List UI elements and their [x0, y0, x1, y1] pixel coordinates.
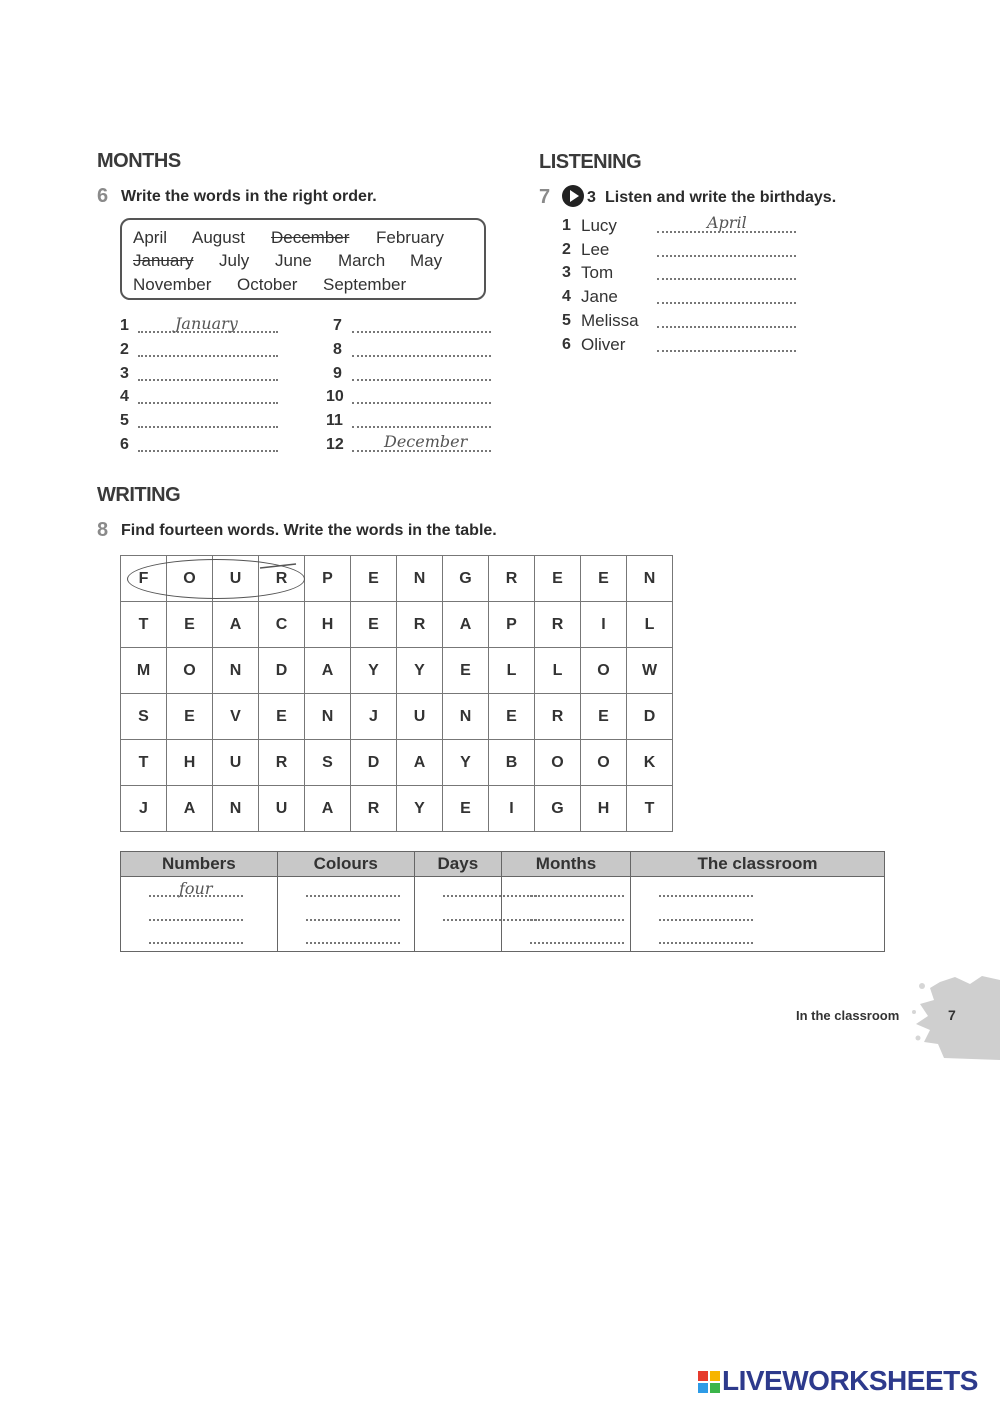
numbers-cell: [121, 877, 278, 952]
grid-cell[interactable]: R: [489, 556, 535, 602]
grid-cell[interactable]: L: [627, 602, 673, 648]
grid-cell[interactable]: D: [627, 694, 673, 740]
grid-cell[interactable]: M: [121, 648, 167, 694]
answer-line-8[interactable]: [352, 355, 491, 357]
word-box-item-crossed: January: [133, 251, 194, 270]
classroom-cell: [630, 877, 884, 952]
numbers-answer-1[interactable]: four: [179, 879, 213, 898]
circle-tail: [258, 557, 298, 565]
grid-cell[interactable]: Y: [397, 648, 443, 694]
answer-number: 10: [326, 388, 344, 405]
answer-line-4[interactable]: [138, 402, 278, 404]
grid-cell[interactable]: E: [535, 556, 581, 602]
word-box-item: September: [323, 275, 407, 294]
grid-cell[interactable]: E: [581, 556, 627, 602]
answer-line[interactable]: [530, 895, 624, 897]
exercise-7-instruction: Listen and write the birthdays.: [605, 189, 837, 206]
birthday-line-4[interactable]: [657, 302, 796, 304]
grid-cell[interactable]: E: [581, 694, 627, 740]
word-box-item: August: [192, 228, 245, 247]
birthday-line-3[interactable]: [657, 278, 796, 280]
answer-line[interactable]: [306, 895, 400, 897]
grid-row: [121, 786, 673, 832]
grid-cell[interactable]: L: [489, 648, 535, 694]
grid-cell[interactable]: R: [351, 786, 397, 832]
birthday-line-6[interactable]: [657, 350, 796, 352]
word-box-item: April: [133, 228, 168, 247]
answer-line[interactable]: [659, 919, 753, 921]
months-cell: [502, 877, 631, 952]
grid-cell[interactable]: T: [121, 740, 167, 786]
answer-line[interactable]: [149, 895, 243, 897]
grid-cell[interactable]: R: [259, 556, 305, 602]
answer-line-5[interactable]: [138, 426, 278, 428]
grid-cell[interactable]: N: [443, 694, 489, 740]
grid-cell[interactable]: H: [167, 740, 213, 786]
listening-title: LISTENING: [539, 151, 642, 173]
grid-row: [121, 694, 673, 740]
grid-cell[interactable]: A: [213, 602, 259, 648]
liveworksheets-logo: LIVEWORKSHEETS: [722, 1365, 978, 1396]
answer-line-2[interactable]: [138, 355, 278, 357]
grid-cell[interactable]: E: [167, 694, 213, 740]
grid-cell[interactable]: R: [259, 740, 305, 786]
column-header-classroom: The classroom: [630, 852, 884, 877]
answer-number: 2: [120, 341, 129, 358]
grid-cell[interactable]: N: [627, 556, 673, 602]
word-box: [120, 218, 486, 300]
word-box-item-crossed: December: [271, 228, 350, 247]
grid-cell[interactable]: E: [443, 648, 489, 694]
listening-name: Lee: [581, 240, 610, 259]
grid-cell[interactable]: L: [535, 648, 581, 694]
listening-number: 2: [562, 241, 571, 258]
listening-name: Melissa: [581, 311, 639, 330]
grid-cell[interactable]: P: [489, 602, 535, 648]
answer-value-1[interactable]: January: [175, 314, 238, 333]
grid-row: [121, 740, 673, 786]
liveworksheets-logo-icon: [698, 1371, 720, 1393]
word-box-item: July: [219, 251, 250, 270]
answer-line[interactable]: [149, 942, 243, 944]
grid-cell[interactable]: J: [121, 786, 167, 832]
word-box-item: October: [237, 275, 298, 294]
grid-cell[interactable]: O: [535, 740, 581, 786]
grid-cell[interactable]: U: [259, 786, 305, 832]
grid-cell[interactable]: Y: [397, 786, 443, 832]
grid-cell[interactable]: U: [397, 694, 443, 740]
answer-line-3[interactable]: [138, 379, 278, 381]
grid-cell[interactable]: E: [259, 694, 305, 740]
listening-name: Oliver: [581, 335, 626, 354]
listening-number: 4: [562, 288, 571, 305]
word-box-item: May: [410, 251, 443, 270]
grid-cell[interactable]: W: [627, 648, 673, 694]
exercise-6-instruction: Write the words in the right order.: [121, 188, 377, 205]
grid-cell[interactable]: E: [351, 556, 397, 602]
grid-cell[interactable]: R: [535, 694, 581, 740]
answer-number: 12: [326, 436, 344, 453]
listening-name: Lucy: [581, 216, 617, 235]
grid-cell[interactable]: T: [627, 786, 673, 832]
grid-cell[interactable]: G: [535, 786, 581, 832]
grid-cell[interactable]: K: [627, 740, 673, 786]
grid-cell[interactable]: C: [259, 602, 305, 648]
listening-number: 5: [562, 312, 571, 329]
grid-cell[interactable]: O: [167, 648, 213, 694]
grid-cell[interactable]: H: [581, 786, 627, 832]
answer-number: 4: [120, 388, 129, 405]
listening-name: Tom: [581, 263, 614, 282]
writing-title: WRITING: [97, 484, 181, 506]
grid-cell[interactable]: N: [213, 648, 259, 694]
unit-title: In the classroom: [796, 1008, 900, 1023]
grid-cell[interactable]: A: [397, 740, 443, 786]
answer-line[interactable]: [530, 942, 624, 944]
answer-line[interactable]: [306, 942, 400, 944]
answer-number: 8: [333, 341, 342, 358]
answer-number: 1: [120, 317, 129, 334]
listening-number: 6: [562, 336, 571, 353]
birthday-line-5[interactable]: [657, 326, 796, 328]
grid-cell[interactable]: Y: [443, 740, 489, 786]
column-header-colours: Colours: [277, 852, 414, 877]
answer-number: 5: [120, 412, 129, 429]
exercise-8-number: 8: [97, 519, 109, 541]
grid-cell[interactable]: R: [397, 602, 443, 648]
page-number: 7: [948, 1007, 956, 1023]
grid-cell[interactable]: O: [167, 556, 213, 602]
grid-cell[interactable]: A: [305, 648, 351, 694]
word-box-item: February: [376, 228, 445, 247]
grid-cell[interactable]: R: [535, 602, 581, 648]
listening-name: Jane: [581, 287, 618, 306]
grid-cell[interactable]: N: [397, 556, 443, 602]
colours-cell: [277, 877, 414, 952]
birthday-value-1[interactable]: April: [707, 213, 747, 232]
exercise-7-number: 7: [539, 186, 551, 208]
grid-cell[interactable]: E: [489, 694, 535, 740]
answer-line[interactable]: [659, 942, 753, 944]
grid-cell[interactable]: E: [351, 602, 397, 648]
grid-cell[interactable]: I: [489, 786, 535, 832]
grid-cell[interactable]: N: [305, 694, 351, 740]
grid-cell[interactable]: T: [121, 602, 167, 648]
answer-number: 11: [326, 412, 343, 429]
grid-cell[interactable]: O: [581, 648, 627, 694]
answer-line-7[interactable]: [352, 331, 491, 333]
exercise-6-number: 6: [97, 185, 109, 207]
column-header-months: Months: [502, 852, 631, 877]
answer-line-6[interactable]: [138, 450, 278, 452]
grid-cell[interactable]: P: [305, 556, 351, 602]
birthday-line-2[interactable]: [657, 255, 796, 257]
grid-cell[interactable]: B: [489, 740, 535, 786]
audio-play-icon[interactable]: [562, 185, 584, 207]
answer-number: 3: [120, 365, 129, 382]
answer-number: 6: [120, 436, 129, 453]
grid-cell[interactable]: H: [305, 602, 351, 648]
grid-cell[interactable]: O: [581, 740, 627, 786]
grid-cell[interactable]: S: [305, 740, 351, 786]
grid-cell[interactable]: Y: [351, 648, 397, 694]
column-header-days: Days: [414, 852, 501, 877]
grid-cell[interactable]: F: [121, 556, 167, 602]
grid-cell[interactable]: U: [213, 740, 259, 786]
answer-line[interactable]: [530, 919, 624, 921]
answer-line-11[interactable]: [352, 426, 491, 428]
grid-cell[interactable]: S: [121, 694, 167, 740]
answer-line[interactable]: [149, 919, 243, 921]
grid-cell[interactable]: A: [443, 602, 489, 648]
audio-track-number: 3: [587, 189, 596, 206]
grid-cell[interactable]: N: [213, 786, 259, 832]
grid-cell[interactable]: V: [213, 694, 259, 740]
grid-cell[interactable]: I: [581, 602, 627, 648]
listening-number: 1: [562, 217, 571, 234]
grid-cell[interactable]: E: [167, 602, 213, 648]
word-box-item: March: [338, 251, 386, 270]
listening-number: 3: [562, 264, 571, 281]
answer-line-9[interactable]: [352, 379, 491, 381]
grid-cell[interactable]: J: [351, 694, 397, 740]
grid-cell[interactable]: D: [259, 648, 305, 694]
grid-cell[interactable]: A: [305, 786, 351, 832]
grid-cell[interactable]: D: [351, 740, 397, 786]
days-cell: [414, 877, 501, 952]
exercise-8-instruction: Find fourteen words. Write the words in the table.: [121, 522, 497, 539]
grid-cell[interactable]: E: [443, 786, 489, 832]
answer-value-12[interactable]: December: [384, 432, 468, 451]
word-box-item: November: [133, 275, 212, 294]
answer-number: 7: [333, 317, 342, 334]
grid-row: [121, 602, 673, 648]
grid-row: [121, 648, 673, 694]
answer-number: 9: [333, 365, 342, 382]
grid-cell[interactable]: A: [167, 786, 213, 832]
category-table: [120, 851, 885, 952]
grid-cell[interactable]: U: [213, 556, 259, 602]
answer-line[interactable]: [659, 895, 753, 897]
answer-line-10[interactable]: [352, 402, 491, 404]
grid-cell[interactable]: G: [443, 556, 489, 602]
answer-line[interactable]: [306, 919, 400, 921]
column-header-numbers: Numbers: [121, 852, 278, 877]
months-title: MONTHS: [97, 150, 181, 172]
word-box-item: June: [275, 251, 312, 270]
